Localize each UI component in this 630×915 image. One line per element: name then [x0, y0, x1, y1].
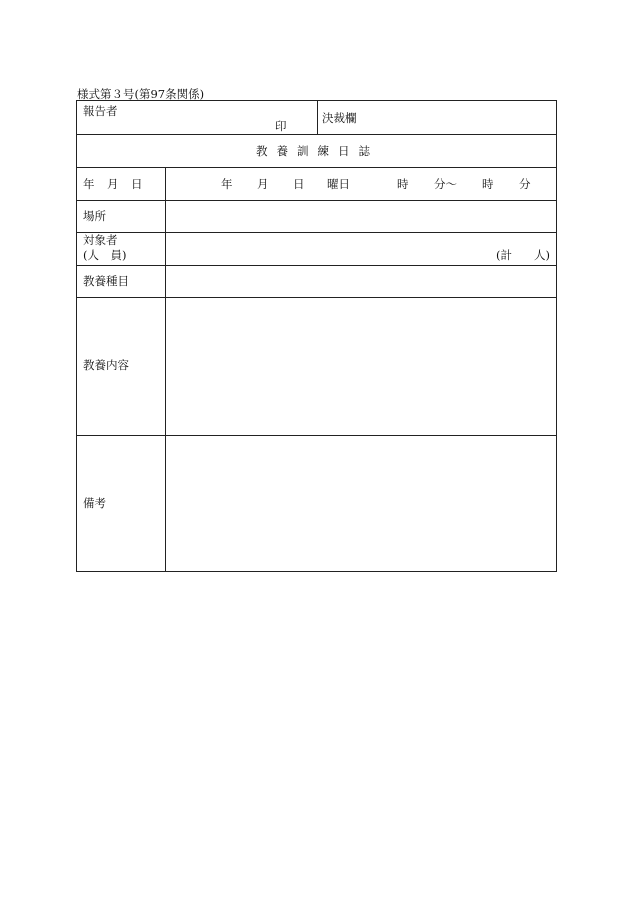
start-hour-unit: 時 [397, 177, 409, 191]
approval-label: 決裁欄 [322, 111, 357, 125]
form-heading: 教養訓練日誌 [256, 144, 379, 158]
date-year-unit: 年 [221, 177, 233, 191]
row-divider [77, 167, 556, 168]
row-divider [77, 232, 556, 233]
reporter-label: 報告者 [83, 104, 118, 118]
training-type-label: 教養種目 [83, 274, 129, 288]
end-minute-unit: 分 [519, 177, 531, 191]
seal-mark: 印 [275, 119, 287, 133]
weekday-unit: 曜日 [327, 177, 350, 191]
date-label-year: 年 [83, 177, 95, 191]
row-divider [77, 435, 556, 436]
start-minute-range: 分～ [434, 177, 457, 191]
participants-count-label: (人 員) [83, 248, 127, 262]
row-divider [77, 265, 556, 266]
training-content-label: 教養内容 [83, 358, 129, 372]
total-open: (計 [496, 248, 512, 262]
training-log-form [76, 100, 557, 572]
row-divider [77, 200, 556, 201]
form-title: 様式第３号(第97条関係) [77, 87, 205, 101]
total-close: 人) [534, 248, 550, 262]
row-divider [77, 134, 556, 135]
place-label: 場所 [83, 209, 106, 223]
end-hour-unit: 時 [482, 177, 494, 191]
row-divider [77, 297, 556, 298]
participants-label: 対象者 [83, 233, 118, 247]
date-label-month: 月 [107, 177, 119, 191]
date-month-unit: 月 [257, 177, 269, 191]
date-label-day: 日 [131, 177, 143, 191]
remarks-label: 備考 [83, 496, 106, 510]
column-divider [317, 101, 318, 134]
column-divider [165, 167, 166, 572]
date-day-unit: 日 [293, 177, 305, 191]
